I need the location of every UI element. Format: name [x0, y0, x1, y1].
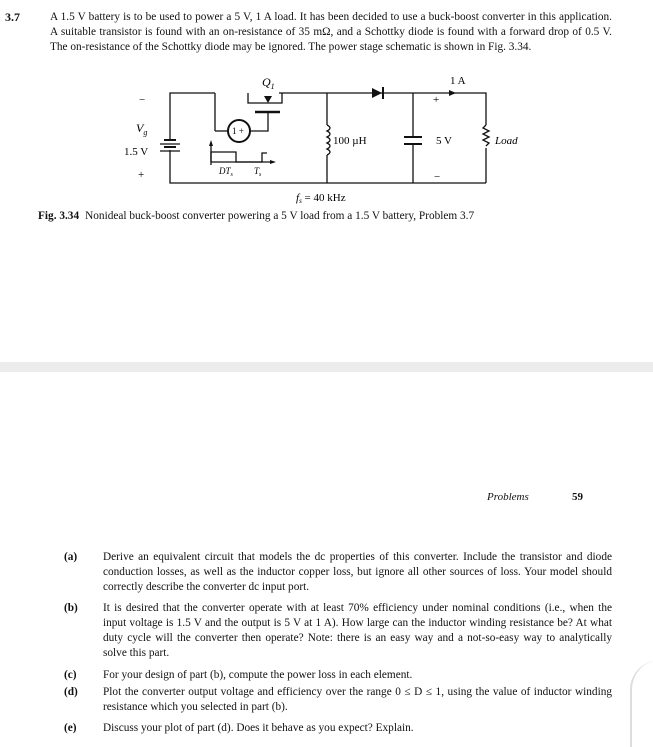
- svg-text:−: −: [434, 171, 441, 183]
- figure-caption-text: Nonideal buck-boost converter powering a 5 V load from a 1.5 V battery, Problem 3.7: [85, 210, 475, 222]
- running-head-section: Problems: [487, 491, 529, 503]
- svg-text:DTs: $DT_s$: [219, 166, 233, 178]
- part-label: (b): [64, 602, 78, 614]
- diode-icon: [372, 87, 383, 99]
- current-arrow-icon: [449, 90, 456, 96]
- svg-text:Vg: $V_g$: [136, 121, 148, 137]
- svg-text:Ts: $T_s$: [254, 166, 262, 178]
- part-text: It is desired that the converter operate with at least 70% efficiency under nominal conditions (i.e., when the input voltage is 1.5 V and the output is 5 V at 1 A). How large can the inductor winding resistance be? At what duty cycle will the converter then operate? Note: there is an easy way and a not-so-easy way to analytically solve this part.: [103, 602, 612, 659]
- problem-intro: A 1.5 V battery is to be used to power a 5 V, 1 A load. It has been decided to use a buck-boost converter in this application. A suitable transistor is found with an on-resistance of 35 mΩ, and a Schottky diode is found with a forward drop of 0.5 V. The on-resistance of the Schottky diode may be ignored. The power stage schematic is shown in Fig. 3.34.: [50, 11, 612, 53]
- battery-icon: [160, 140, 180, 151]
- svg-text:−: −: [139, 94, 146, 106]
- part-text: Plot the converter output voltage and efficiency over the range 0 ≤ D ≤ 1, using the value of inductor winding resistance which you selected in part (b).: [103, 686, 612, 713]
- figure-caption: [38, 210, 474, 222]
- part-label: (a): [64, 551, 78, 563]
- svg-text:+: +: [433, 94, 440, 106]
- page-separator: [0, 362, 653, 372]
- buck-boost-schematic: [0, 0, 653, 210]
- part-text: Derive an equivalent circuit that models the dc properties of this converter. Include the transistor and diode conduction losses, as well as the inductor copper loss, but ignore all other sources of loss. Your model should correctly describe the converter dc input port.: [103, 551, 612, 593]
- part-label: (d): [64, 686, 78, 698]
- svg-text:5 V: 5 V: [436, 135, 452, 147]
- part-text: Discuss your plot of part (d). Does it behave as you expect? Explain.: [103, 722, 414, 734]
- part-label: (e): [64, 722, 77, 734]
- svg-text:1.5 V: 1.5 V: [124, 146, 149, 158]
- svg-text:+: +: [138, 169, 145, 181]
- page-number: 59: [572, 491, 583, 503]
- figure-label: Fig. 3.34: [38, 210, 80, 222]
- svg-text:fs = 40 kHz: fs = 40 kHz: [296, 192, 346, 205]
- svg-text:1 +: 1 +: [232, 126, 244, 136]
- svg-text:100 µH: 100 µH: [333, 135, 367, 147]
- part-label: (c): [64, 669, 77, 681]
- page-curl: [630, 660, 653, 747]
- svg-text:1 A: 1 A: [450, 75, 466, 87]
- problem-number: 3.7: [5, 10, 20, 24]
- part-text: For your design of part (b), compute the power loss in each element.: [103, 669, 413, 681]
- svg-text:Load: Load: [495, 135, 518, 147]
- svg-text:Q1: $Q_1$: [262, 75, 275, 91]
